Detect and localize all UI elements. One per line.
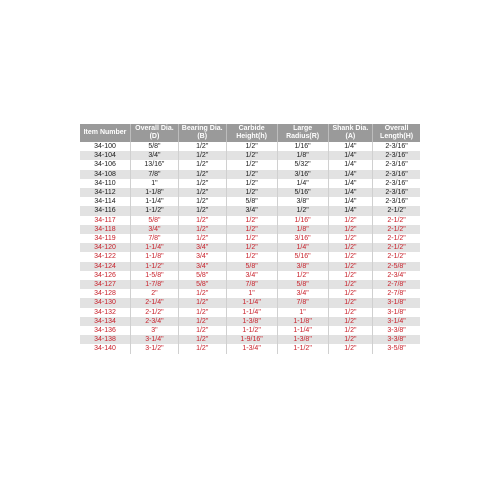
cell-bearing-dia: 1/2" [178, 179, 226, 188]
cell-carbide-height: 1/2" [226, 142, 277, 151]
header-shank-dia: Shank Dia.(A) [328, 124, 373, 142]
cell-item-number: 34-119 [80, 234, 131, 243]
table-row [80, 225, 420, 234]
table-row [80, 197, 420, 206]
table-row [80, 317, 420, 326]
cell-shank-dia: 1/4" [328, 179, 373, 188]
cell-bearing-dia: 1/2" [178, 298, 226, 307]
cell-item-number: 34-132 [80, 308, 131, 317]
cell-bearing-dia: 1/2" [178, 216, 226, 225]
cell-bearing-dia: 3/4" [178, 243, 226, 252]
cell-item-number: 34-120 [80, 243, 131, 252]
cell-item-number: 34-110 [80, 179, 131, 188]
cell-overall-length: 3-3/8" [387, 327, 406, 335]
cell-bearing-dia: 1/2" [178, 344, 226, 353]
cell-overall-length: 2-3/16" [373, 170, 420, 179]
cell-overall-length: 2-3/16" [385, 179, 408, 187]
table-row [80, 206, 420, 215]
cell-overall-length: 3-1/4" [373, 317, 420, 326]
cell-bearing-dia: 1/2" [178, 197, 226, 206]
cell-item-number: 34-126 [80, 271, 131, 280]
spec-table-container [80, 124, 420, 354]
cell-item-number: 34-124 [80, 262, 131, 271]
cell-large-radius: 3/16" [277, 234, 328, 243]
cell-shank-dia: 1/4" [328, 151, 373, 160]
cell-shank-dia: 1/2" [328, 234, 373, 243]
cell-item-number: 34-127 [80, 280, 131, 289]
cell-shank-dia: 1/2" [328, 243, 373, 252]
cell-shank-dia: 1/2" [328, 271, 373, 280]
cell-overall-length: 2-3/16" [373, 151, 420, 160]
cell-shank-dia: 1/2" [328, 298, 373, 307]
cell-large-radius: 1/8" [277, 225, 328, 234]
cell-carbide-height: 1/2" [226, 151, 277, 160]
cell-item-number: 34-100 [80, 142, 131, 151]
cell-overall-dia: 1-1/2" [131, 206, 179, 215]
cell-large-radius: 5/32" [277, 160, 328, 169]
cell-overall-dia: 1-5/8" [131, 271, 179, 280]
table-row [80, 170, 420, 179]
cell-bearing-dia: 1/2" [178, 151, 226, 160]
cell-carbide-height: 3/4" [226, 206, 277, 215]
cell-carbide-height: 1/2" [226, 225, 277, 234]
cell-overall-length: 2-3/4" [387, 271, 406, 279]
cell-carbide-height: 5/8" [226, 197, 277, 206]
cell-overall-dia: 2" [131, 289, 179, 298]
header-carbide-height: Carbide Height(h) [226, 124, 277, 142]
cell-overall-length: 2-3/16" [385, 161, 408, 169]
table-row [80, 188, 420, 197]
cell-bearing-dia: 3/4" [178, 252, 226, 261]
table-row [80, 234, 420, 243]
cell-carbide-height: 1/2" [226, 252, 277, 261]
table-row [80, 308, 420, 317]
cell-bearing-dia: 1/2" [178, 335, 226, 344]
cell-item-number: 34-116 [80, 206, 131, 215]
cell-carbide-height: 1/2" [226, 170, 277, 179]
cell-shank-dia: 1/4" [328, 188, 373, 197]
cell-overall-dia: 7/8" [131, 170, 179, 179]
cell-overall-dia: 1-1/8" [131, 252, 179, 261]
cell-overall-dia: 5/8" [131, 216, 179, 225]
cell-large-radius: 1/16" [277, 216, 328, 225]
cell-item-number: 34-122 [80, 252, 131, 261]
cell-overall-dia: 1-1/2" [131, 262, 179, 271]
cell-carbide-height: 1/2" [226, 243, 277, 252]
cell-carbide-height: 1-3/4" [226, 344, 277, 353]
table-body [80, 142, 420, 354]
cell-overall-dia: 1" [131, 179, 179, 188]
header-item-number: Item Number [80, 124, 131, 142]
cell-overall-length: 3-1/8" [387, 308, 406, 316]
cell-item-number: 34-128 [80, 289, 131, 298]
cell-large-radius: 3/4" [277, 289, 328, 298]
header-bearing-dia: Bearing Dia.(B) [178, 124, 226, 142]
cell-carbide-height: 1/2" [226, 216, 277, 225]
table-row [80, 243, 420, 252]
cell-overall-length: 3-3/8" [373, 335, 420, 344]
cell-overall-length: 2-7/8" [373, 280, 420, 289]
table-row [80, 289, 420, 298]
cell-overall-length: 2-5/8" [373, 262, 420, 271]
cell-large-radius: 7/8" [277, 298, 328, 307]
cell-bearing-dia: 1/2" [178, 170, 226, 179]
cell-bearing-dia: 5/8" [178, 271, 226, 280]
cell-carbide-height: 1/2" [226, 234, 277, 243]
table-row [80, 252, 420, 261]
cell-shank-dia: 1/2" [328, 216, 373, 225]
cell-shank-dia: 1/2" [328, 335, 373, 344]
cell-bearing-dia: 1/2" [178, 326, 226, 335]
cell-bearing-dia: 1/2" [178, 289, 226, 298]
cell-bearing-dia: 1/2" [178, 188, 226, 197]
cell-shank-dia: 1/2" [328, 308, 373, 317]
cell-carbide-height: 1/2" [226, 188, 277, 197]
cell-shank-dia: 1/4" [328, 170, 373, 179]
cell-carbide-height: 1-1/2" [226, 326, 277, 335]
cell-carbide-height: 1-9/16" [226, 335, 277, 344]
cell-large-radius: 3/8" [277, 262, 328, 271]
cell-large-radius: 1-1/4" [277, 326, 328, 335]
cell-large-radius: 1" [277, 308, 328, 317]
table-row [80, 271, 420, 280]
cell-bearing-dia: 3/4" [178, 262, 226, 271]
cell-bearing-dia: 1/2" [178, 317, 226, 326]
cell-large-radius: 1-3/8" [277, 335, 328, 344]
table-row [80, 216, 420, 225]
table-row [80, 335, 420, 344]
cell-carbide-height: 1-1/4" [226, 308, 277, 317]
cell-overall-dia: 2-3/4" [131, 317, 179, 326]
table-row [80, 326, 420, 335]
cell-bearing-dia: 1/2" [178, 234, 226, 243]
cell-bearing-dia: 1/2" [178, 225, 226, 234]
cell-large-radius: 1/16" [277, 142, 328, 151]
cell-large-radius: 1/2" [277, 206, 328, 215]
cell-item-number: 34-114 [80, 197, 131, 206]
cell-overall-dia: 1-1/4" [131, 243, 179, 252]
cell-overall-dia: 1-7/8" [131, 280, 179, 289]
cell-item-number: 34-118 [80, 225, 131, 234]
cell-large-radius: 1/4" [277, 243, 328, 252]
cell-item-number: 34-130 [80, 298, 131, 307]
cell-item-number: 34-112 [80, 188, 131, 197]
cell-large-radius: 1/8" [277, 151, 328, 160]
cell-overall-length: 3-1/8" [373, 298, 420, 307]
cell-item-number: 34-138 [80, 335, 131, 344]
cell-large-radius: 1/2" [277, 271, 328, 280]
cell-carbide-height: 1" [226, 289, 277, 298]
cell-overall-length: 2-3/16" [385, 143, 408, 150]
cell-overall-dia: 13/16" [131, 160, 179, 169]
cell-bearing-dia: 1/2" [178, 160, 226, 169]
cell-shank-dia: 1/2" [328, 280, 373, 289]
cell-item-number: 34-108 [80, 170, 131, 179]
cell-item-number: 34-134 [80, 317, 131, 326]
cell-overall-dia: 3-1/4" [131, 335, 179, 344]
table-row [80, 179, 420, 188]
cell-overall-length: 2-3/16" [373, 188, 420, 197]
cell-item-number: 34-104 [80, 151, 131, 160]
cell-overall-dia: 5/8" [131, 142, 179, 151]
cell-shank-dia: 1/2" [328, 344, 373, 353]
cell-carbide-height: 1-3/8" [226, 317, 277, 326]
cell-carbide-height: 7/8" [226, 280, 277, 289]
cell-overall-dia: 1-1/4" [131, 197, 179, 206]
cell-shank-dia: 1/2" [328, 289, 373, 298]
cell-shank-dia: 1/4" [328, 142, 373, 151]
cell-overall-dia: 3" [131, 326, 179, 335]
cell-carbide-height: 1-1/4" [226, 298, 277, 307]
table-row [80, 344, 420, 353]
cell-large-radius: 5/8" [277, 280, 328, 289]
header-overall-dia: Overall Dia.(D) [131, 124, 179, 142]
cell-overall-dia: 3-1/2" [131, 344, 179, 353]
header-large-radius: Large Radius(R) [277, 124, 328, 142]
cell-large-radius: 1/4" [277, 179, 328, 188]
cell-overall-length: 2-3/16" [385, 198, 408, 206]
cell-bearing-dia: 5/8" [178, 280, 226, 289]
cell-carbide-height: 5/8" [226, 262, 277, 271]
cell-large-radius: 1-1/2" [277, 344, 328, 353]
cell-shank-dia: 1/2" [328, 252, 373, 261]
cell-carbide-height: 3/4" [226, 271, 277, 280]
cell-shank-dia: 1/2" [328, 262, 373, 271]
cell-large-radius: 5/16" [277, 188, 328, 197]
table-row [80, 280, 420, 289]
cell-overall-dia: 7/8" [131, 234, 179, 243]
cell-overall-length: 2-7/8" [387, 290, 406, 298]
cell-large-radius: 3/16" [277, 170, 328, 179]
cell-overall-length: 2-1/2" [373, 206, 420, 215]
cell-overall-dia: 3/4" [131, 151, 179, 160]
cell-item-number: 34-117 [80, 216, 131, 225]
cell-shank-dia: 1/4" [328, 160, 373, 169]
cell-overall-length: 2-1/2" [387, 253, 406, 261]
table-row [80, 160, 420, 169]
cell-large-radius: 5/16" [277, 252, 328, 261]
table-row [80, 142, 420, 151]
cell-overall-dia: 1-1/8" [131, 188, 179, 197]
cell-overall-length: 2-1/2" [373, 243, 420, 252]
header-row [80, 124, 420, 142]
cell-item-number: 34-106 [80, 160, 131, 169]
table-row [80, 262, 420, 271]
cell-carbide-height: 1/2" [226, 179, 277, 188]
cell-shank-dia: 1/2" [328, 225, 373, 234]
cell-shank-dia: 1/2" [328, 317, 373, 326]
cell-overall-dia: 3/4" [131, 225, 179, 234]
cell-overall-dia: 2-1/4" [131, 298, 179, 307]
cell-overall-dia: 2-1/2" [131, 308, 179, 317]
cell-overall-length: 2-1/2" [387, 216, 406, 224]
router-bit-spec-table [80, 124, 420, 354]
cell-bearing-dia: 1/2" [178, 142, 226, 151]
cell-bearing-dia: 1/2" [178, 206, 226, 215]
cell-large-radius: 1-1/8" [277, 317, 328, 326]
table-row [80, 298, 420, 307]
cell-item-number: 34-136 [80, 326, 131, 335]
cell-carbide-height: 1/2" [226, 160, 277, 169]
cell-overall-length: 3-5/8" [387, 345, 406, 353]
cell-shank-dia: 1/4" [328, 197, 373, 206]
cell-shank-dia: 1/2" [328, 326, 373, 335]
header-overall-length: Overall Length(H) [373, 124, 420, 142]
cell-overall-length: 2-1/2" [373, 225, 420, 234]
cell-item-number: 34-140 [80, 344, 131, 353]
cell-shank-dia: 1/4" [328, 206, 373, 215]
cell-large-radius: 3/8" [277, 197, 328, 206]
cell-overall-length: 2-1/2" [387, 235, 406, 243]
cell-bearing-dia: 1/2" [178, 308, 226, 317]
table-row [80, 151, 420, 160]
